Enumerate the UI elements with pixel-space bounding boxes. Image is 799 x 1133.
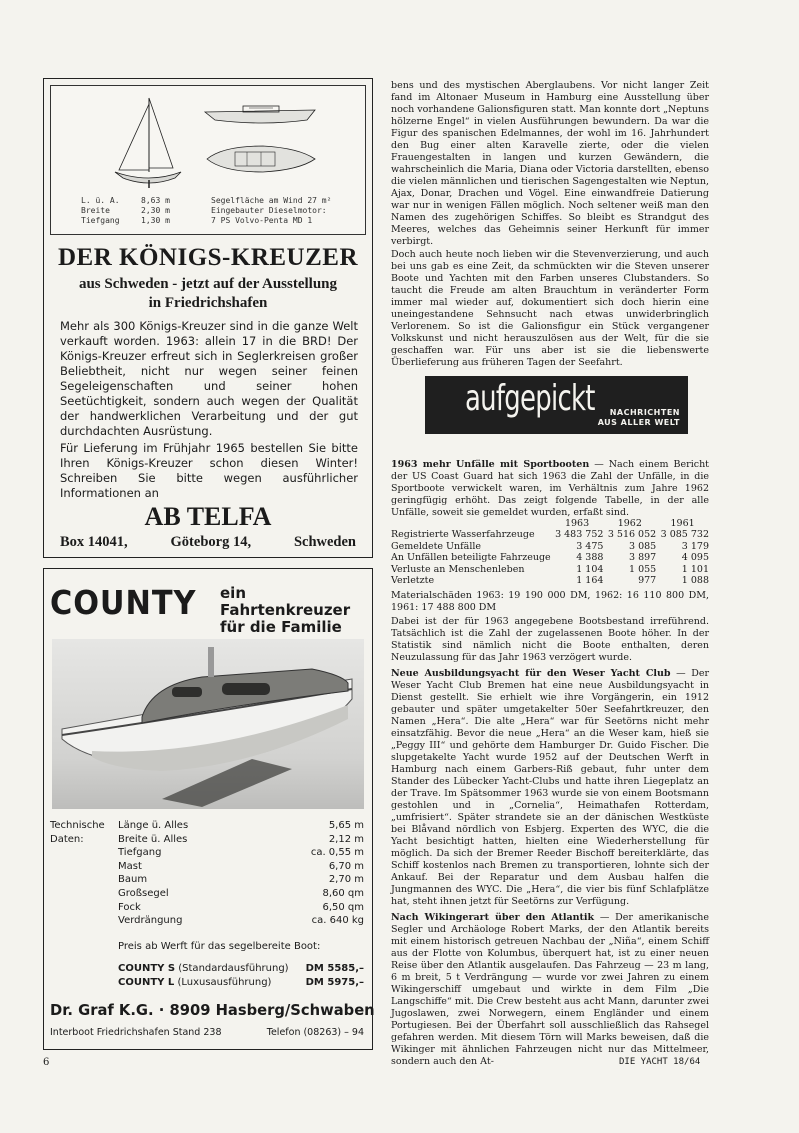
year-header: 1963 — [564, 518, 590, 529]
spec-line: 7 PS Volvo-Penta MD 1 — [211, 216, 313, 225]
spec-value: 5,65 m — [328, 820, 364, 831]
section-banner — [425, 376, 688, 434]
row-label: Registrierte Wasserfahrzeuge — [391, 529, 535, 541]
spec-value: ca. 640 kg — [311, 915, 364, 927]
spec-value: 6,50 qm — [322, 901, 364, 913]
spec-value: 8,63 m — [141, 196, 170, 205]
spec-name: Breite ü. Alles — [118, 833, 188, 845]
spec-label: L. ü. A. — [81, 196, 120, 205]
row-label: Verluste an Menschenleben — [391, 563, 525, 575]
table-header — [391, 518, 709, 529]
boat-illustration — [52, 639, 364, 809]
spec-value: 8,60 qm — [322, 887, 364, 899]
model-desc: (Standardausführung) — [178, 963, 289, 974]
table-row — [391, 541, 709, 552]
ad-subtitle — [44, 275, 372, 313]
model-name: COUNTY L — [118, 977, 175, 988]
spec-name: Baum — [118, 874, 148, 886]
cell-value: 3 085 732 — [660, 529, 709, 541]
technical-data — [50, 819, 364, 928]
deck-plan-drawing — [203, 144, 318, 174]
table-row — [391, 575, 709, 586]
cell-value: 3 483 752 — [555, 529, 604, 541]
price-row — [118, 977, 364, 988]
spec-value: 2,12 m — [328, 833, 364, 845]
cell-value: 3 897 — [629, 552, 657, 564]
banner-subtitle-line: AUS ALLER WELT — [597, 418, 680, 427]
address-part: Schweden — [293, 534, 356, 550]
cell-value: 3 085 — [629, 540, 657, 552]
address-part: Box 14041, — [60, 534, 128, 550]
tagline-line: für die Familie — [220, 618, 342, 636]
price-title: Preis ab Werft für das segelbereite Boot: — [118, 941, 321, 952]
ad-tagline — [220, 585, 372, 636]
cell-value: 1 101 — [681, 563, 709, 575]
spec-name: Verdrängung — [118, 915, 183, 927]
ad-footer — [50, 1027, 364, 1038]
banner-subtitle — [598, 408, 680, 428]
cell-value: 1 164 — [576, 575, 604, 587]
year-header: 1962 — [617, 518, 642, 529]
table-row — [391, 552, 709, 563]
article-paragraph: Doch auch heute noch lieben wir die Stevenverzierung, und auch bei uns gab es eine Zeit, da schmückten wir die Steven unserer Boote und Yachten mit den Farben unseres Clubstanders. So taucht die Freude am alten Brauchtum in veränderter Form immer mal wieder auf, dokumentiert sich doch hierin eine uneingestandene Sehnsucht nach etwas unwiderbringlich Verlorenem. So ist die Galionsfigur ein Stück vergangener Volkskunst und nicht herauszulösen aus der Welt, für die sie geschaffen war. Für uns aber ist sie die liebenswerte Überlieferung aus früheren Tagen der Seefahrt. — [391, 249, 709, 368]
spec-label: Breite — [81, 206, 110, 215]
year-header: 1961 — [670, 518, 695, 529]
cell-value: 1 088 — [681, 575, 709, 587]
cell-value: 1 104 — [576, 563, 604, 575]
ad-paragraph: Mehr als 300 Königs-Kreuzer sind in die ganze Welt verkauft worden. 1963: allein 17 in die BRD! Der Königs-Kreuzer erfreut sich in Seglerkreisen großer Beliebtheit, nicht nur wegen seiner feinen Segeleigenschaften und seiner hohen Seetüchtigkeit, sondern auch wegen der Qualität der handwerklichen Verarbeitung und der gut durchdachten Ausrüstung. — [60, 319, 358, 438]
damage-line: Materialschäden 1963: 19 190 000 DM, 1962: 16 110 800 DM, 1961: 17 488 800 DM — [391, 590, 709, 613]
spec-label: Tiefgang — [81, 216, 120, 225]
news-headline: Neue Ausbildungsyacht für den Weser Yacht Club — [391, 668, 671, 679]
banner-subtitle-line: NACHRICHTEN — [609, 408, 680, 417]
news-text: — Der Weser Yacht Club Bremen hat eine neue Ausbildungsyacht in Dienst gestellt. Sie erhielt wie ihre Vorgängerin, ein 1912 gebauter und später umgetakelter 50er Seefahrtkreuzer, den Namen „Hera“. Die alte „Hera“ war für Seetörns nicht mehr einsatzfähig. Bevor die neue „Hera“ an die Weser kam, hieß sie „Peggy III“ und gehörte dem Hamburger Dr. Guido Fischer. Die slupgetakelte Yacht wurde 1952 auf der Deutschen Werft in Hamburg nach einem Garbers-Riß gebaut, fuhr unter dem Stander des Lübecker Yacht-Clubs und hatte ihren Liegeplatz an der Trave. Im Spätsommer 1963 wurde sie von einem Bootsmann gestohlen und in „Cornelia“, Heimathafen Rotterdam, „umfrisiert“. Später strandete sie an der dänischen Westküste bei Blåvand nördlich von Esbjerg. Experten des WYC, die die Yacht besichtigt hatten, hielten eine Wiederherstellung für möglich. Da sich der Bremer Reeder Bischoff bereiterklärte, das Schiff kostenlos nach Bremen zu transportieren, lohnte sich der Ankauf. Bei der Reparatur und dem Ausbau halfen die Jungmannen des WYC. Die „Hera“, die vier bis fünf Schlafplätze hat, steht ihnen jetzt für Seetörns zur Verfügung. — [391, 668, 709, 907]
row-label: An Unfällen beteiligte Fahrzeuge — [391, 552, 551, 564]
news-item-accidents-cont — [391, 590, 709, 1068]
boat-drawings — [50, 85, 366, 235]
model-price: DM 5585,– — [305, 963, 364, 974]
page-number: 6 — [43, 1057, 50, 1068]
news-headline: Nach Wikingerart über den Atlantik — [391, 912, 595, 923]
hull-profile-drawing — [203, 102, 318, 130]
spec-name: Mast — [118, 860, 142, 872]
advertiser-name: AB TELFA — [144, 502, 272, 531]
spec-value: 2,70 m — [328, 874, 364, 886]
row-label: Gemeldete Unfälle — [391, 540, 482, 552]
sail-plan-drawing — [109, 94, 189, 190]
ad-subtitle-line: in Friedrichshafen — [148, 295, 268, 311]
spec-value: 1,30 m — [141, 216, 170, 225]
news-note: Dabei ist der für 1963 angegebene Bootsbestand irreführend. Tatsächlich ist die Zahl der zugelassenen Boote höher. In der Statistik sind nämlich nicht die Boote enthalten, deren Neuzulassung für das Jahr 1963 verzögert wurde. — [391, 616, 709, 663]
ad-body — [60, 319, 358, 503]
price-row — [118, 963, 364, 974]
cell-value: 3 516 052 — [607, 529, 657, 541]
cell-value: 3 475 — [576, 540, 604, 552]
boat-photo — [52, 639, 364, 809]
spec-name: Tiefgang — [118, 847, 162, 859]
cell-value: 977 — [638, 575, 657, 587]
cell-value: 4 388 — [576, 552, 604, 564]
specs-label: Technische — [50, 820, 105, 831]
table-row — [391, 529, 709, 540]
ad-subtitle-line: aus Schweden - jetzt auf der Ausstellung — [78, 276, 338, 292]
model-price: DM 5975,– — [305, 977, 364, 988]
news-text: — Nach einem Bericht der US Coast Guard hat sich 1963 die Zahl der Unfälle, in die Sportboote verwickelt waren, im Verhältnis zum Jahre 1962 geringfügig erhöht. Das zeigt folgende Tabelle, in der alle Unfälle, soweit sie gemeldet wurden, erfaßt sind. — [391, 459, 709, 518]
booth-info: Interboot Friedrichshafen Stand 238 — [50, 1027, 222, 1038]
model-desc: (Luxusausführung) — [177, 977, 272, 988]
advertiser-address — [60, 534, 356, 551]
issue-label: DIE YACHT 18/64 — [619, 1057, 701, 1067]
spec-value: ca. 0,55 m — [310, 847, 364, 859]
spec-value: 2,30 m — [141, 206, 170, 215]
spec-name: Großsegel — [118, 887, 169, 899]
tagline-line: ein Fahrtenkreuzer — [220, 584, 351, 619]
article-galionsfiguren — [391, 80, 709, 369]
article-paragraph: bens und des mystischen Aberglaubens. Vor nicht langer Zeit fand im Altonaer Museum in Hamburg eine Ausstellung über noch vorhandene Galionsfiguren statt. Man konnte dort „Neptuns hölzerne Engel“ in vielen Ausführungen bewundern. Da war die Figur des spanischen Edelmannes, der wohl im 16. Jahrhundert den Bug einer alten Karavelle zierte, oder die vielen Frauengestalten in langen und kurzen Gewändern, die wahrscheinlich die Maria, Diana oder Victoria darstellten, ebenso die vielen männlichen und tierischen Sagengestalten wie Neptun, Ajax, Donar, Drachen und Vögel. Eine einwandfreie Datierung war nur in wenigen Fällen möglich. Noch seltener weiß man den Namen des zugehörigen Schiffes. So bleibt es Strandgut des Meeres, welches das Geheimnis seiner Herkunft für immer verbirgt. — [391, 80, 709, 247]
banner-title: aufgepickt — [465, 378, 595, 419]
specs-right — [211, 196, 331, 226]
ad-county — [43, 568, 373, 1050]
ad-paragraph: Für Lieferung im Frühjahr 1965 bestellen Sie bitte Ihren Königs-Kreuzer schon diesen Winter! Schreiben Sie bitte wegen ausführlicher Informationen an — [60, 441, 358, 500]
news-text: — Der amerikanische Segler und Archäologe Robert Marks, der den Atlantik bereits mit einem historisch getreuen Nachbau der „Niña“, einem Schiff aus der Flotte von Kolumbus, überquert hat, ist zu einer neuen Reise über den Atlantik ausgelaufen. Das Fahrzeug — 23 m lang, 6 m breit, 5 t Verdrängung — wurde vor zwei Jahren zu einem Wikingerschiff umgebaut und wirkte in dem Film „Die Langschiffe“ mit. Die Crew besteht aus acht Mann, darunter zwei Jugoslawen, zwei Norwegern, einem Engländer und einem Portugiesen. Bei der Überfahrt soll ausschließlich das Rahsegel gefahren werden. Mit diesem Törn will Marks beweisen, daß die Wikinger mit ähnlichen Fahrzeugen nicht nur das Mittelmeer, sondern auch den At- — [391, 912, 710, 1067]
ad-title: DER KÖNIGS-KREUZER — [57, 244, 358, 271]
ad-koenigs-kreuzer — [43, 78, 373, 558]
cell-value: 1 055 — [629, 563, 657, 575]
spec-line: Segelfläche am Wind 27 m² — [211, 196, 332, 205]
table-row — [391, 564, 709, 575]
news-item-accidents — [391, 459, 709, 519]
accident-statistics-table — [391, 518, 709, 586]
row-label: Verletzte — [391, 575, 435, 587]
spec-value: 6,70 m — [328, 860, 364, 872]
ad-brand: COUNTY — [50, 583, 197, 622]
address-part: Göteborg 14, — [170, 534, 252, 550]
news-headline: 1963 mehr Unfälle mit Sportbooten — [391, 459, 590, 470]
specs-label: Daten: — [50, 833, 84, 845]
spec-name: Länge ü. Alles — [118, 820, 189, 831]
cell-value: 4 095 — [681, 552, 709, 564]
cell-value: 3 179 — [681, 540, 709, 552]
spec-line: Eingebauter Dieselmotor: — [211, 206, 327, 215]
specs-left — [81, 196, 170, 226]
spec-name: Fock — [118, 901, 141, 913]
advertiser-name: Dr. Graf K.G. · 8909 Hasberg/Schwaben — [50, 1001, 375, 1019]
phone-info: Telefon (08263) – 94 — [266, 1027, 364, 1038]
model-name: COUNTY S — [118, 963, 176, 974]
